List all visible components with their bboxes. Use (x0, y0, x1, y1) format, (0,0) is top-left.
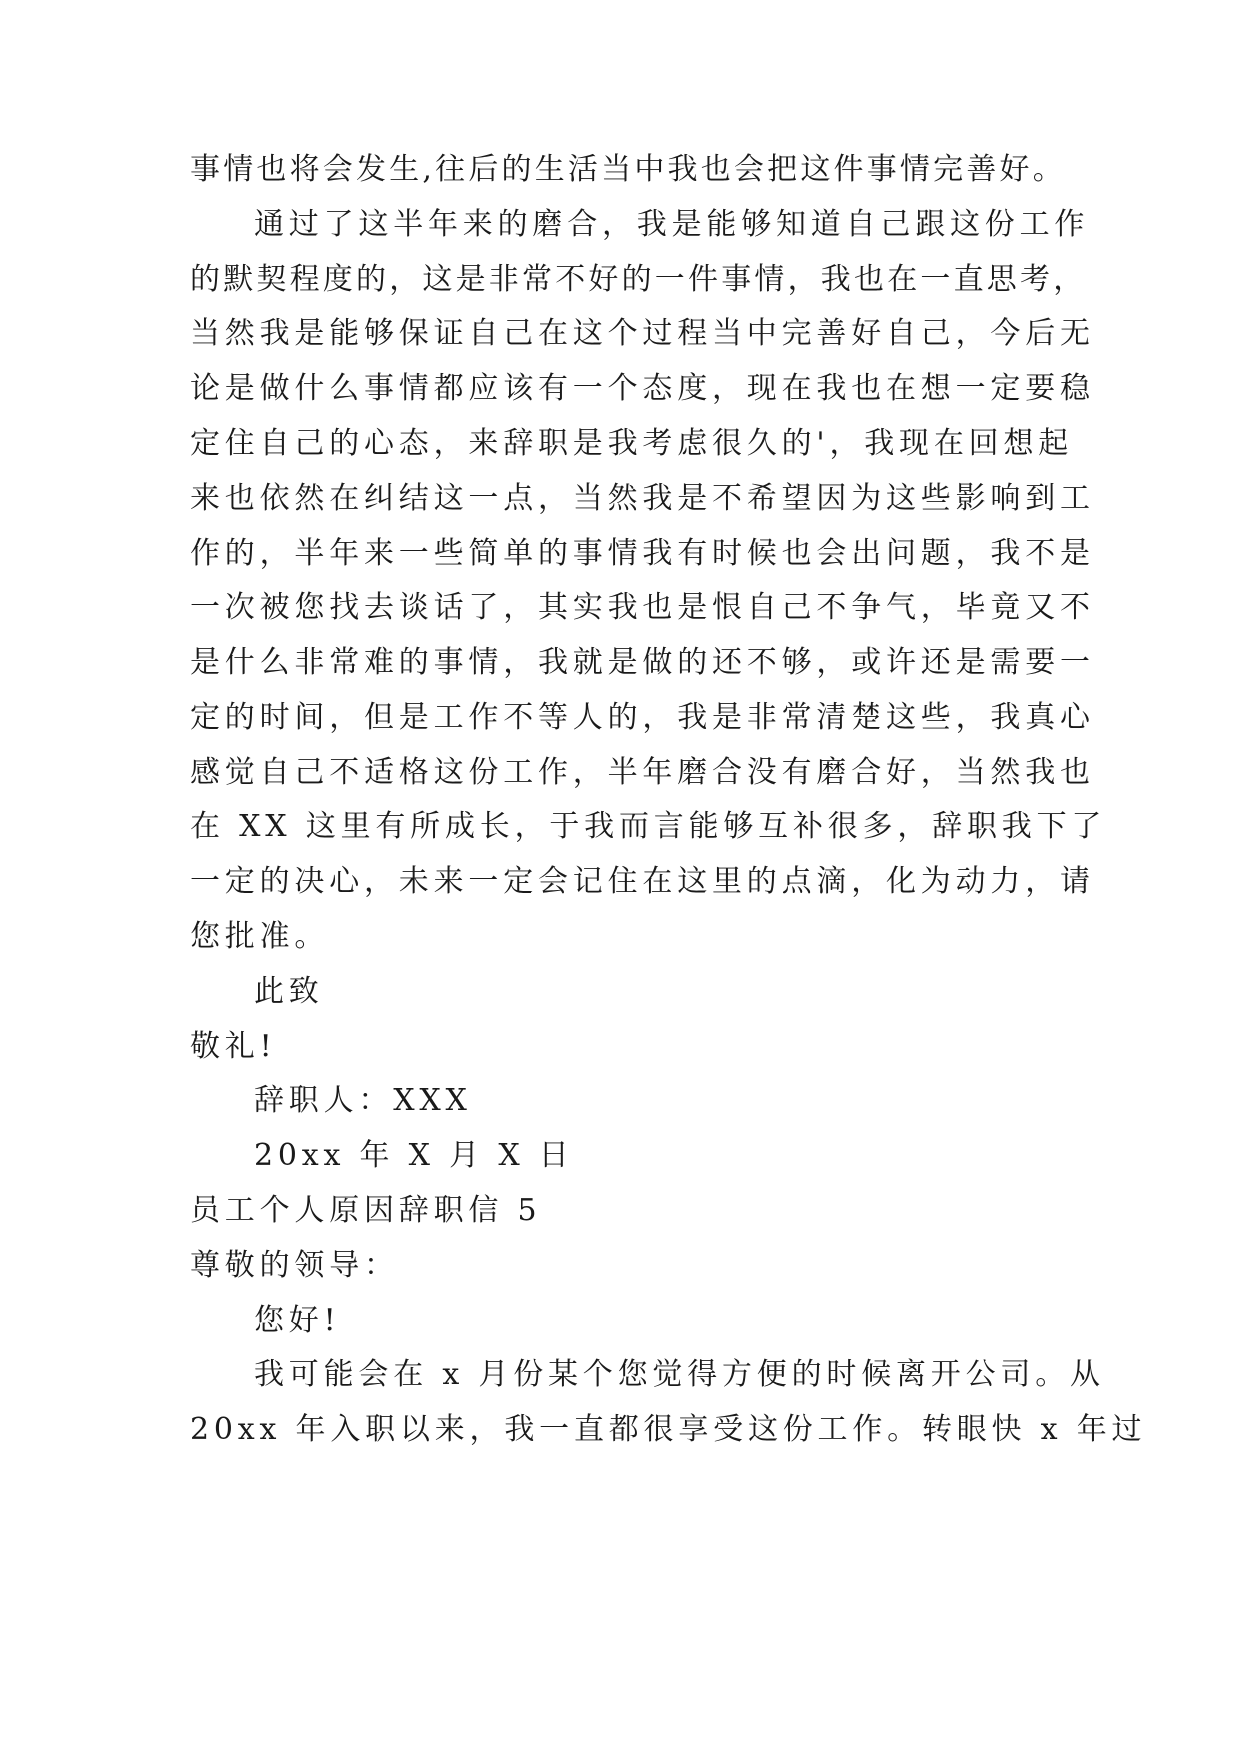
text-line: 在 XX 这里有所成长，于我而言能够互补很多，辞职我下了 (190, 809, 1107, 844)
text-line: 定住自己的心态，来辞职是我考虑很久的'，我现在回想起 (190, 426, 1074, 461)
paragraph-start-line: 通过了这半年来的磨合，我是能够知道自己跟这份工作 (254, 207, 1090, 242)
text-line: 感觉自己不适格这份工作，半年磨合没有磨合好，当然我也 (190, 755, 1095, 790)
section-heading: 员工个人原因辞职信 5 (190, 1193, 542, 1228)
closing-regards: 敬礼! (190, 1029, 277, 1064)
paragraph-start-line: 我可能会在 x 月份某个您觉得方便的时候离开公司。从 (254, 1357, 1105, 1392)
text-line: 一定的决心，未来一定会记住在这里的点滴，化为动力，请 (190, 864, 1095, 899)
text-line: 的默契程度的，这是非常不好的一件事情，我也在一直思考， (190, 262, 1087, 297)
salutation: 尊敬的领导： (190, 1248, 399, 1283)
closing-salutation: 此致 (254, 974, 324, 1009)
text-line: 论是做什么事情都应该有一个态度，现在我也在想一定要稳 (190, 371, 1095, 406)
text-line: 您批准。 (190, 919, 330, 954)
text-line: 一次被您找去谈话了，其实我也是恨自己不争气，毕竟又不 (190, 590, 1095, 625)
text-line: 来也依然在纠结这一点，当然我是不希望因为这些影响到工 (190, 481, 1095, 516)
text-line: 定的时间，但是工作不等人的，我是非常清楚这些，我真心 (190, 700, 1095, 735)
greeting: 您好! (254, 1303, 341, 1338)
date-line: 20xx 年 X 月 X 日 (254, 1138, 574, 1173)
text-line: 当然我是能够保证自己在这个过程当中完善好自己，今后无 (190, 316, 1095, 351)
text-line: 作的，半年来一些简单的事情我有时候也会出问题，我不是 (190, 536, 1095, 571)
text-line: 是什么非常难的事情，我就是做的还不够，或许还是需要一 (190, 645, 1095, 680)
text-line: 事情也将会发生,往后的生活当中我也会把这件事情完善好。 (190, 152, 1066, 187)
signature-line: 辞职人：XXX (254, 1083, 472, 1118)
text-line: 20xx 年入职以来，我一直都很享受这份工作。转眼快 x 年过 (190, 1412, 1147, 1447)
